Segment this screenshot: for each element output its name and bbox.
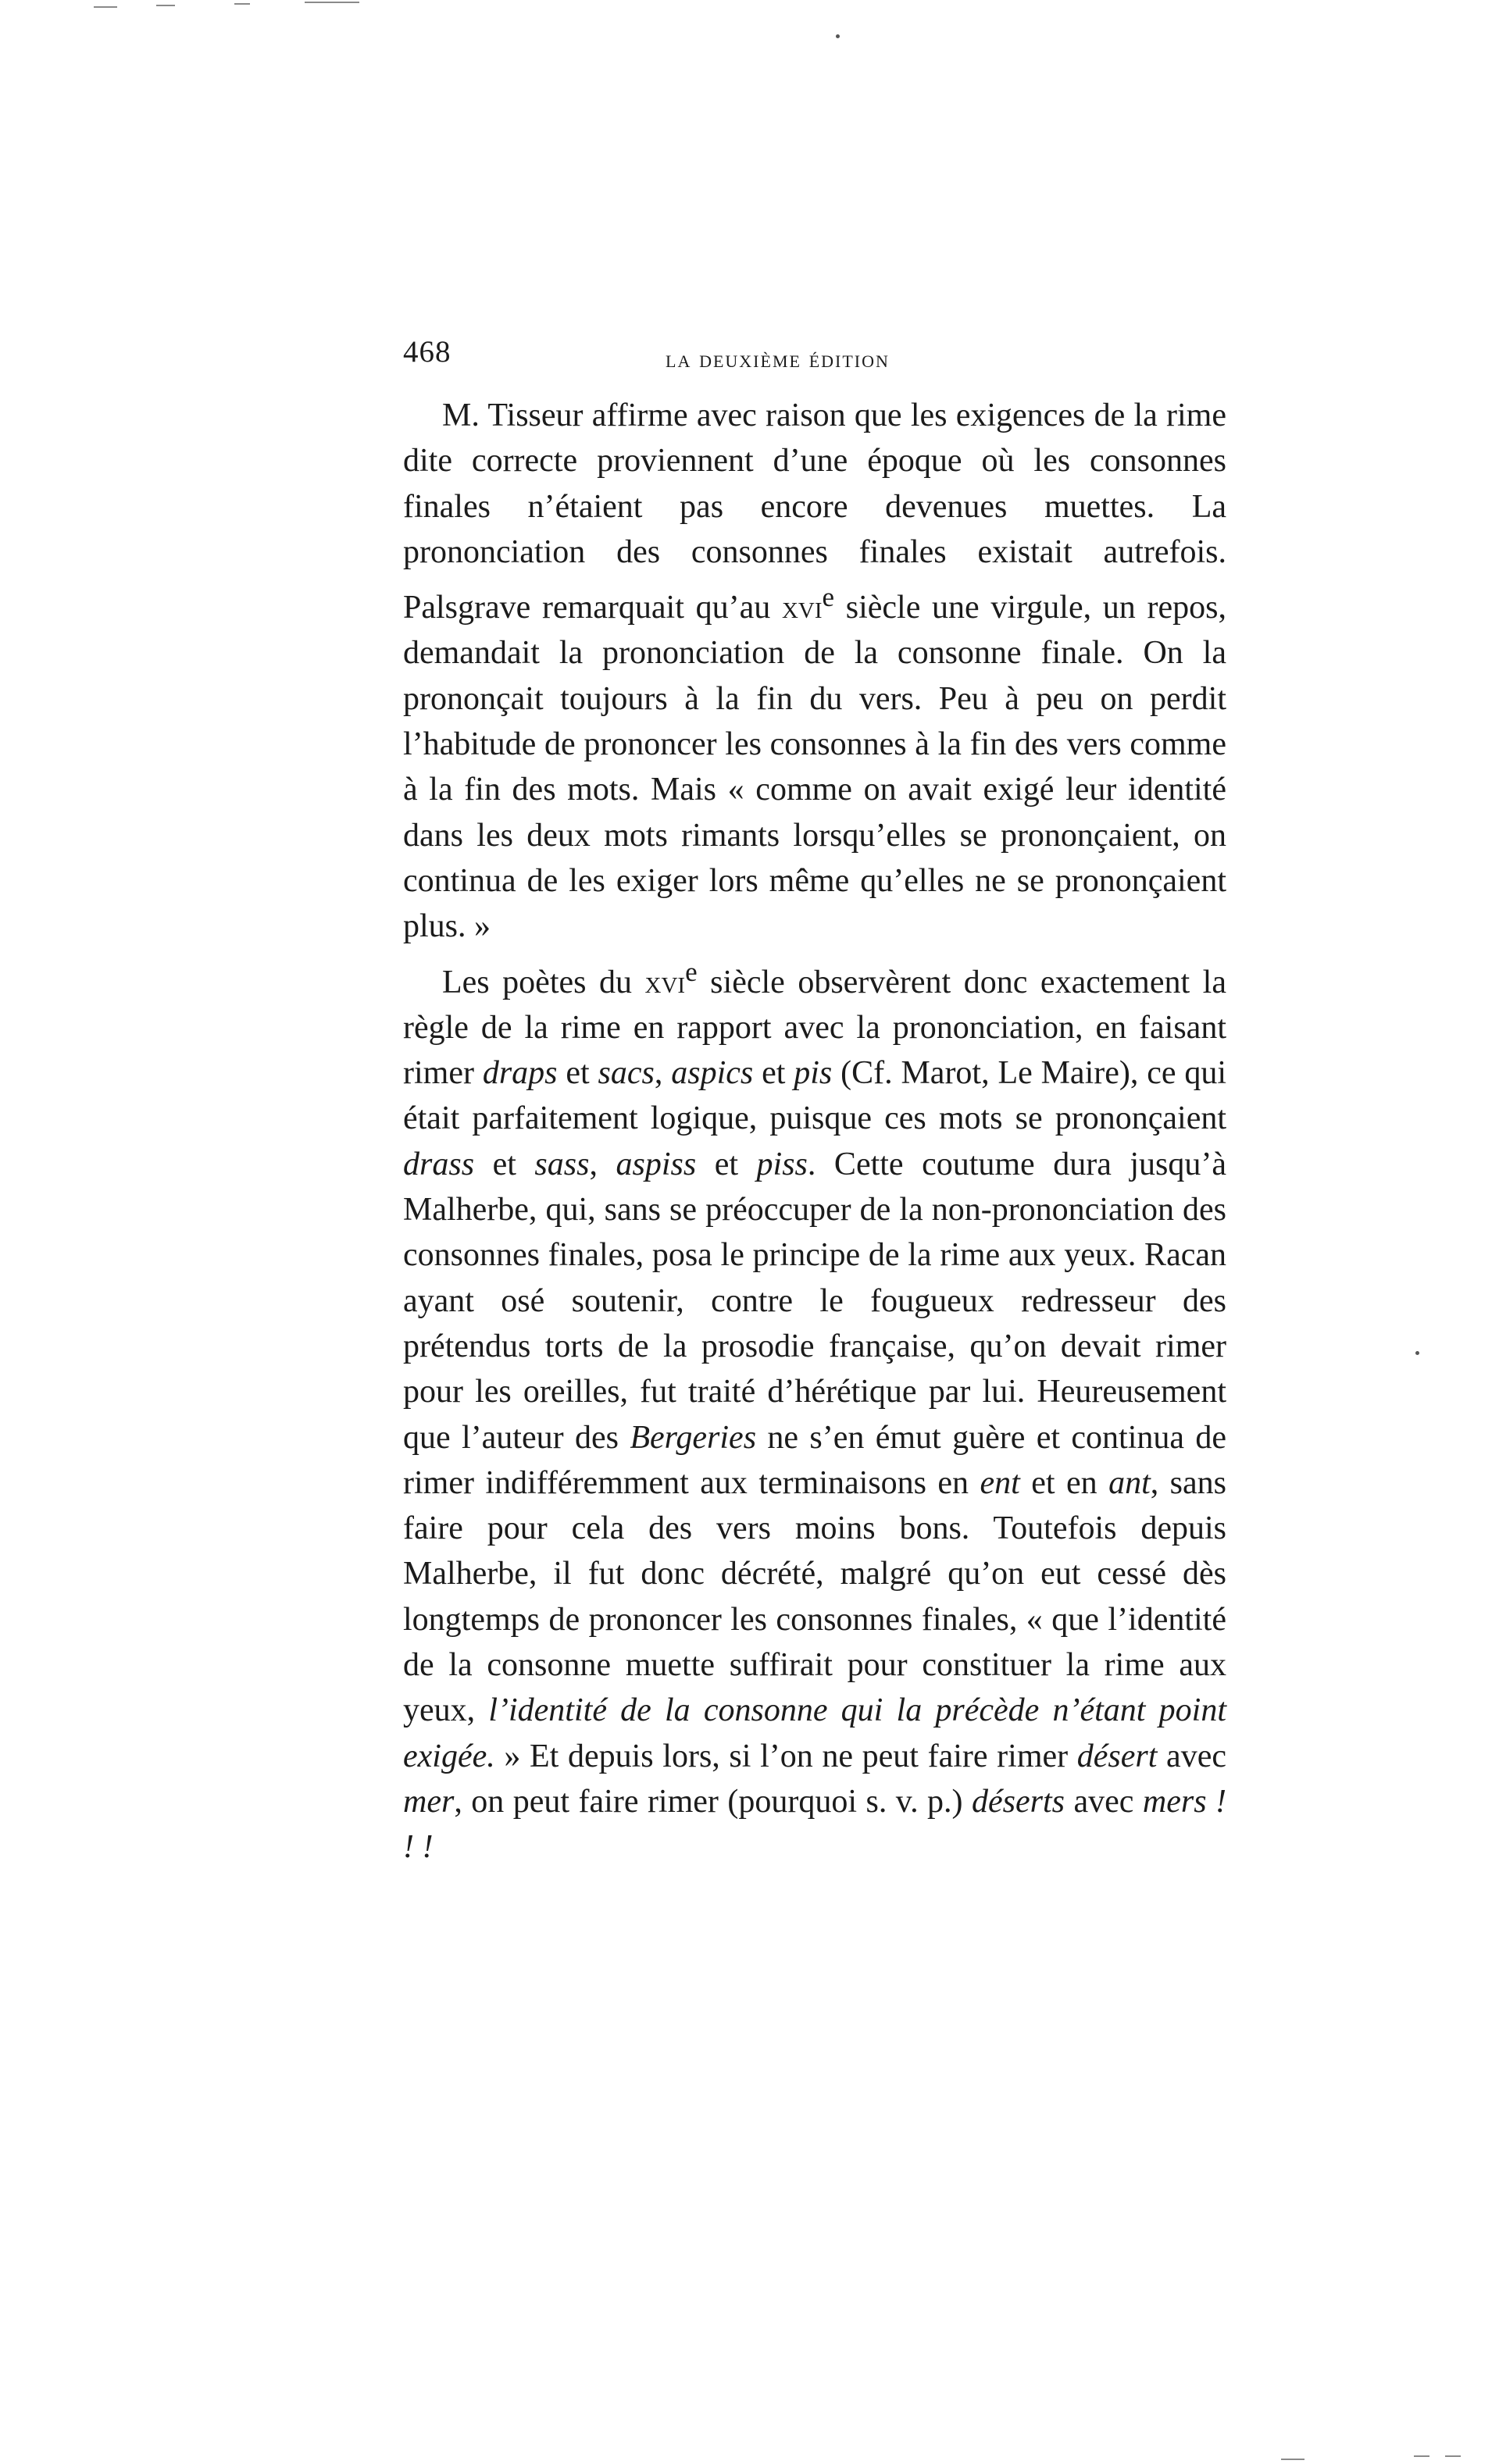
- text-run: siècle observèrent donc exactement la règle de la rime en rapport avec la prononciation, en faisant rimer: [403, 964, 1226, 1092]
- text-run: ,: [589, 1146, 616, 1182]
- paragraph-2: [403, 950, 1226, 1870]
- text-run: M. Tisseur affirme avec raison que les exigences de la rime dite correcte proviennent d’une époque où les consonnes finales n’étaient pas encore devenues muettes. La prononciation des consonnes finales existait autrefois. Palsgrave remarquait qu’au: [403, 398, 1226, 626]
- scan-edge-mark: [1445, 2455, 1461, 2457]
- scan-edge-mark: [156, 5, 175, 6]
- text-run: . Cette coutume dura jusqu’à Malherbe, qui, sans se préoccuper de la non-prononciation des consonnes finales, posa le principe de la rime aux yeux. Racan ayant osé soutenir, contre le fougueux redresseur des prétendus torts de la prosodie française, qu’on devait rimer pour les oreilles, fut traité d’hérétique par lui. Heureusement que l’auteur des: [403, 1146, 1227, 1456]
- page-number: 468: [403, 335, 451, 369]
- scan-edge-mark: [1414, 2455, 1429, 2457]
- italic-word: aspics: [671, 1055, 754, 1092]
- text-run: siècle une virgule, un repos, demandait la prononciation de la consonne finale. On la prononçait toujours à la fin du vers. Peu à peu on perdit l’habitude de prononcer les consonnes à la fin des vers comme à la fin des mots. Mais « comme on avait exigé leur identité dans les deux mots rimants lorsqu’elles se prononçaient, on continua de les exiger lors même qu’elles ne se prononçaient plus. »: [403, 590, 1226, 945]
- page-header: [403, 334, 1231, 381]
- italic-word: Bergeries: [630, 1419, 757, 1456]
- italic-word: déserts: [972, 1783, 1065, 1820]
- superscript: e: [685, 956, 698, 987]
- italic-word: ant: [1108, 1464, 1151, 1501]
- italic-word: mer: [403, 1783, 455, 1820]
- superscript: e: [822, 582, 835, 613]
- paragraph-1: [403, 393, 1226, 950]
- italic-word: pis: [794, 1055, 833, 1092]
- text-run: ne s’en émut guère et continua de rimer indifféremment aux terminaisons en: [403, 1419, 1226, 1501]
- text-run: , on peut faire rimer (pourquoi s. v. p.): [454, 1783, 972, 1820]
- century-numeral: xvi: [644, 964, 686, 1000]
- italic-word: ent: [980, 1464, 1020, 1501]
- text-run: Les poètes du: [442, 964, 645, 1000]
- scan-speck: [836, 34, 840, 38]
- italic-quote: l’identité de la consonne qui la précède n’étant point exigée.: [403, 1692, 1226, 1774]
- text-run: et: [474, 1146, 535, 1182]
- text-run: et: [557, 1055, 598, 1092]
- italic-word: désert: [1076, 1738, 1158, 1774]
- text-run: et: [753, 1055, 794, 1092]
- italic-word: drass: [403, 1146, 475, 1182]
- italic-word: mers ! ! !: [403, 1783, 1226, 1866]
- italic-word: sacs: [598, 1055, 655, 1092]
- running-title: la deuxième édition: [666, 345, 890, 373]
- italic-word: draps: [482, 1055, 558, 1092]
- scan-edge-mark: [305, 2, 359, 3]
- text-run: (Cf. Marot, Le Maire), ce qui était parfaitement logique, puisque ces mots se prononçaient: [403, 1055, 1227, 1137]
- italic-word: aspiss: [616, 1146, 697, 1182]
- century-numeral: xvi: [781, 590, 823, 626]
- text-run: , sans faire pour cela des vers moins bons. Toutefois depuis Malherbe, il fut donc décrété, malgré qu’on eut cessé dès longtemps de prononcer les consonnes finales, « que l’identité de la consonne muette suffirait pour constituer la rime aux yeux,: [403, 1464, 1226, 1729]
- italic-word: piss: [756, 1146, 808, 1182]
- text-run: et en: [1019, 1464, 1109, 1501]
- scan-speck: [1415, 1351, 1419, 1355]
- scan-edge-mark: [1281, 2459, 1304, 2460]
- italic-word: sass: [534, 1146, 590, 1182]
- text-run: et: [696, 1146, 757, 1182]
- text-run: » Et depuis lors, si l’on ne peut faire rimer: [494, 1738, 1077, 1774]
- body-text: [403, 393, 1226, 1870]
- scan-edge-mark: [94, 6, 117, 8]
- text-run: avec: [1065, 1783, 1143, 1820]
- text-run: ,: [654, 1055, 672, 1092]
- text-run: avec: [1157, 1738, 1226, 1774]
- scan-edge-mark: [234, 3, 250, 5]
